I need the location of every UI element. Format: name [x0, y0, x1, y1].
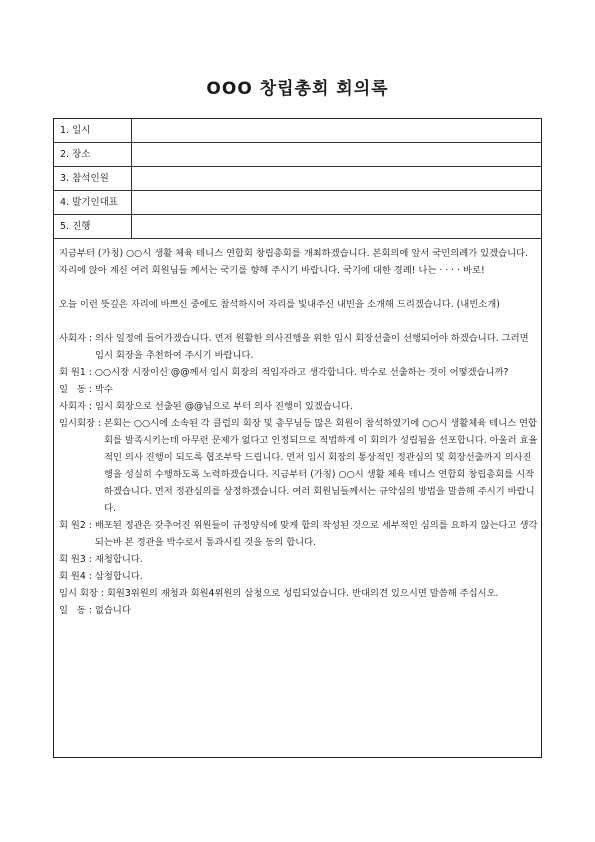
intro-paragraph: 오늘 이런 뜻깊은 자리에 바쁘신 중에도 참석하시어 자리를 빛내주신 내빈을 소개해 드리겠습니다. (내빈소개) [59, 299, 500, 310]
minutes-entry [59, 568, 538, 585]
field-value-proceedings[interactable] [132, 215, 541, 238]
field-value-date[interactable] [132, 119, 541, 142]
speech-text: 회원3위원의 재청과 회원4위원의 삼청으로 성립되었습니다. 반대의견 있으시면 말씀해 주십시오. [106, 588, 499, 599]
speech-text: ○○시장 시장이신 @@께서 임시 회장의 적임자라고 생각합니다. 박수로 선출하는 것이 어떻겠습니까? [94, 367, 509, 378]
speaker-label: 사회자 : [59, 401, 95, 412]
document-title: OOO 창립총회 회의록 [206, 79, 389, 99]
field-value-promoter[interactable] [132, 191, 541, 214]
minutes-entry [59, 364, 538, 381]
field-label-attendees: 3. 참석인원 [54, 167, 132, 190]
speaker-label: 일 동 : [59, 605, 95, 616]
field-value-attendees[interactable] [132, 167, 541, 190]
speech-text: 배포된 정관은 갖추어진 위원들이 규정양식에 맞게 합의 작성된 것으로 세부적인 심의를 요하지 않는다고 생각되는바 본 정관을 박수로서 통과시킬 것을 동의 합니다. [94, 520, 538, 548]
minutes-entry [59, 551, 538, 568]
minutes-entry [59, 398, 538, 415]
field-row-proceedings [54, 215, 541, 239]
minutes-table [53, 118, 542, 758]
speaker-label: 회 원3 : [59, 554, 95, 565]
minutes-entry [59, 602, 538, 619]
intro-paragraph: 지금부터 (가칭) ○○시 생활 체육 테니스 연합회 창립총회를 개최하겠습니다. 본회의에 앞서 국민의례가 있겠습니다. 자리에 앉아 계신 여러 회원님들 께서는 국기를 향해 주시기 바랍니다. 국기에 대한 경례! 나는 · · · · 바로! [59, 248, 528, 276]
field-label-promoter: 4. 발기인대표 [54, 191, 132, 214]
speaker-label: 일 동 : [59, 384, 95, 395]
speaker-label: 임시 회장 : [59, 588, 107, 599]
field-row-place [54, 143, 541, 167]
speech-text: 삼청합니다. [94, 571, 143, 582]
minutes-entry [59, 585, 538, 602]
minutes-entry [59, 330, 538, 364]
minutes-entry [59, 415, 538, 517]
speech-text: 본회는 ○○시에 소속된 각 클럽의 회장 및 총무님등 많은 회원이 참석하였기에 ○○시 생활체육 테니스 연합회를 발족시키는데 아무런 문제가 없다고 인정되므로 적법하게 이 회의가 성립됨을 선포합니다. 아울러 효율적인 의사 진행이 되도록 협조부탁 드립니다. 먼저 임시 회장의 통상적인 정관심의 및 회장선출까지 의사진행을 성실히 수행하도록 노력하겠습니다. 지금부터 (가칭) ○○시 생활 체육 테니스 연합회 창립총회를 시작하겠습니다. 먼저 정관심의를 상정하겠습니다. 여러 회원님들께서는 규약심의 방법을 말씀해 주시기 바랍니다. [103, 418, 538, 514]
speech-text: 없습니다 [94, 605, 131, 616]
field-row-date [54, 119, 541, 143]
speech-text: 임시 회장으로 선출된 @@님으로 부터 의사 진행이 있겠습니다. [95, 401, 353, 412]
field-row-attendees [54, 167, 541, 191]
speaker-label: 회 원4 : [59, 571, 95, 582]
speaker-label: 회 원1 : [59, 367, 95, 378]
field-label-place: 2. 장소 [54, 143, 132, 166]
speech-text: 재청합니다. [94, 554, 143, 565]
speaker-label: 임시회장 : [59, 418, 104, 429]
field-label-date: 1. 일시 [54, 119, 132, 142]
speaker-label: 회 원2 : [59, 520, 95, 531]
speech-text: 의사 일정에 들어가겠습니다. 먼저 원활한 의사진행을 위한 임시 회장선출이 선행되어야 하겠습니다. 그러면 임시 회장을 추천하여 주시기 바랍니다. [95, 333, 529, 361]
field-value-place[interactable] [132, 143, 541, 166]
minutes-entry [59, 381, 538, 398]
minutes-entry [59, 517, 538, 551]
speaker-label: 사회자 : [59, 333, 95, 344]
field-label-proceedings: 5. 진행 [54, 215, 132, 238]
speech-text: 박수 [94, 384, 113, 395]
field-row-promoter [54, 191, 541, 215]
minutes-body [59, 245, 538, 619]
